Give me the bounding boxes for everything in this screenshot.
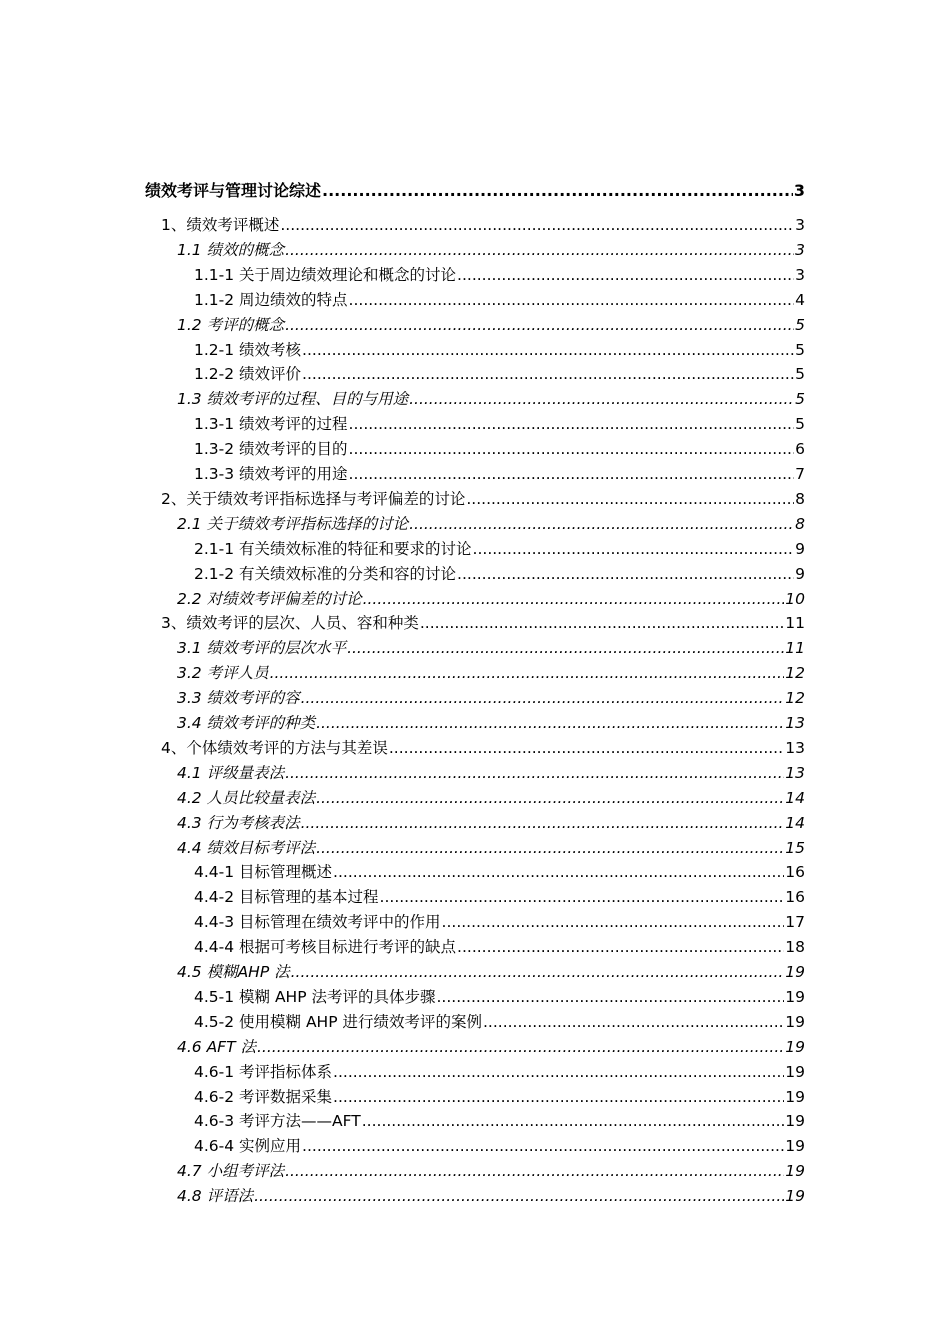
- toc-dot-leader: [291, 962, 785, 982]
- toc-entry-title: 1.3-1 绩效考评的过程: [194, 415, 348, 434]
- toc-dot-leader: [316, 788, 784, 808]
- toc-entry[interactable]: [145, 181, 805, 201]
- toc-entry[interactable]: [177, 713, 805, 733]
- toc-entry[interactable]: [177, 240, 805, 260]
- toc-page-number: 16: [785, 888, 805, 907]
- toc-entry-title: 4.7 小组考评法: [177, 1162, 285, 1181]
- toc-page-number: 11: [785, 639, 805, 658]
- toc-dot-leader: [457, 937, 784, 957]
- toc-dot-leader: [409, 389, 794, 409]
- toc-entry-title: 4.5-1 模糊 AHP 法考评的具体步骤: [194, 987, 436, 1006]
- toc-page-number: 19: [785, 987, 805, 1006]
- toc-entry-title: 4.4-2 目标管理的基本过程: [194, 888, 379, 907]
- toc-entry-title: 4.1 评级量表法: [177, 763, 285, 782]
- toc-page-number: 13: [785, 738, 805, 757]
- toc-page-number: 3: [795, 216, 805, 234]
- toc-entry-title: 4.6-4 实例应用: [194, 1137, 302, 1156]
- toc-dot-leader: [316, 838, 784, 858]
- toc-page-number: 5: [795, 315, 805, 334]
- toc-dot-leader: [285, 763, 784, 783]
- toc-entry[interactable]: [161, 738, 805, 758]
- toc-entry-title: 4.4-4 根据可考核目标进行考评的缺点: [194, 938, 457, 957]
- toc-dot-leader: [483, 1012, 784, 1032]
- toc-entry[interactable]: [194, 439, 805, 459]
- toc-entry[interactable]: [194, 290, 805, 310]
- toc-page-number: 19: [785, 1187, 805, 1206]
- toc-dot-leader: [420, 613, 784, 633]
- toc-entry[interactable]: [177, 838, 805, 858]
- toc-entry-title: 3.2 考评人员: [177, 664, 269, 683]
- toc-entry-title: 4.4 绩效目标考评法: [177, 838, 316, 857]
- toc-entry[interactable]: [177, 389, 805, 409]
- toc-entry-title: 3、绩效考评的层次、人员、容和种类: [161, 614, 419, 633]
- toc-page-number: 4: [795, 290, 805, 309]
- toc-entry[interactable]: [177, 813, 805, 833]
- toc-dot-leader: [473, 539, 795, 559]
- toc-dot-leader: [363, 589, 785, 609]
- toc-entry-title: 1.3-2 绩效考评的目的: [194, 440, 348, 459]
- toc-dot-leader: [380, 887, 785, 907]
- toc-entry-title: 1.1 绩效的概念: [177, 240, 285, 259]
- toc-page-number: 19: [785, 1087, 805, 1106]
- toc-dot-leader: [280, 215, 794, 235]
- toc-entry[interactable]: [177, 663, 805, 683]
- toc-page-number: 3: [795, 240, 805, 259]
- toc-page-number: 19: [785, 1162, 805, 1181]
- toc-entry-title: 4.6-1 考评指标体系: [194, 1062, 333, 1081]
- toc-dot-leader: [466, 489, 794, 509]
- toc-page-number: 19: [785, 1137, 805, 1156]
- toc-entry[interactable]: [194, 364, 805, 384]
- toc-entry-title: 4、个体绩效考评的方法与其差误: [161, 738, 388, 757]
- toc-page-number: 19: [785, 1012, 805, 1031]
- toc-entry-title: 4.6-3 考评方法——AFT: [194, 1112, 361, 1131]
- toc-page-number: 12: [785, 664, 805, 683]
- toc-entry[interactable]: [161, 489, 805, 509]
- toc-entry[interactable]: [194, 937, 805, 957]
- toc-dot-leader: [254, 1186, 784, 1206]
- toc-entry-title: 2.2 对绩效考评偏差的讨论: [177, 589, 362, 608]
- toc-page-number: 13: [785, 714, 805, 732]
- toc-page-number: 5: [795, 340, 805, 359]
- toc-entry-title: 1.2 考评的概念: [177, 315, 285, 334]
- toc-entry-title: 2.1-1 有关绩效标准的特征和要求的讨论: [194, 539, 472, 558]
- toc-entry[interactable]: [194, 1087, 805, 1107]
- toc-entry[interactable]: [177, 1186, 805, 1206]
- toc-entry[interactable]: [177, 962, 805, 982]
- toc-dot-leader: [301, 688, 785, 708]
- toc-entry[interactable]: [194, 1111, 805, 1131]
- toc-entry-title: 4.5 模糊AHP 法: [177, 963, 290, 981]
- toc-dot-leader: [322, 181, 793, 201]
- toc-page-number: 11: [785, 614, 805, 633]
- toc-dot-leader: [349, 290, 795, 310]
- toc-entry-title: 1.2-1 绩效考核: [194, 340, 302, 359]
- toc-entry[interactable]: [177, 1037, 805, 1057]
- toc-page-number: 8: [795, 489, 805, 508]
- toc-page-number: 19: [785, 1112, 805, 1131]
- toc-entry-title: 2.1-2 有关绩效标准的分类和容的讨论: [194, 564, 457, 583]
- toc-entry[interactable]: [194, 1062, 805, 1082]
- toc-page-number: 19: [785, 963, 805, 981]
- toc-page-number: 14: [785, 788, 805, 807]
- toc-entry[interactable]: [194, 862, 805, 882]
- toc-dot-leader: [270, 663, 785, 683]
- toc-entry[interactable]: [194, 265, 805, 285]
- toc-dot-leader: [302, 1136, 784, 1156]
- toc-entry[interactable]: [194, 414, 805, 434]
- toc-dot-leader: [349, 464, 795, 484]
- toc-entry[interactable]: [194, 539, 805, 559]
- toc-entry-title: 4.6-2 考评数据采集: [194, 1087, 333, 1106]
- toc-page-number: 3: [795, 265, 805, 284]
- toc-dot-leader: [349, 439, 795, 459]
- toc-entry-title: 3.3 绩效考评的容: [177, 689, 300, 708]
- toc-entry-title: 4.4-1 目标管理概述: [194, 863, 333, 882]
- toc-entry-title: 1.1-2 周边绩效的特点: [194, 290, 348, 309]
- toc-dot-leader: [333, 1087, 784, 1107]
- toc-dot-leader: [333, 1062, 784, 1082]
- toc-dot-leader: [457, 564, 794, 584]
- toc-entry[interactable]: [194, 340, 805, 360]
- toc-page-number: 12: [785, 689, 805, 708]
- toc-dot-leader: [362, 1111, 785, 1131]
- toc-dot-leader: [302, 364, 794, 384]
- toc-dot-leader: [349, 414, 795, 434]
- toc-dot-leader: [389, 738, 784, 758]
- toc-entry-title: 1.2-2 绩效评价: [194, 365, 302, 384]
- toc-entry-title: 绩效考评与管理讨论综述: [145, 181, 322, 200]
- toc-page-number: 7: [795, 465, 805, 483]
- toc-entry-title: 1.3 绩效考评的过程、目的与用途: [177, 390, 409, 409]
- toc-page-number: 8: [795, 514, 805, 533]
- toc-dot-leader: [302, 340, 794, 360]
- toc-page-number: 5: [795, 365, 805, 384]
- toc-entry[interactable]: [194, 1136, 805, 1156]
- toc-page-number: 3: [793, 181, 805, 200]
- toc-entry-title: 4.8 评语法: [177, 1187, 254, 1206]
- toc-dot-leader: [442, 912, 785, 932]
- toc-page-number: 19: [785, 1062, 805, 1081]
- toc-entry[interactable]: [194, 464, 805, 484]
- toc-entry[interactable]: [194, 1012, 805, 1032]
- toc-entry-title: 1、绩效考评概述: [161, 216, 280, 234]
- toc-page-number: 15: [785, 838, 805, 857]
- toc-page-number: 16: [785, 863, 805, 882]
- toc-entry-title: 4.4-3 目标管理在绩效考评中的作用: [194, 913, 441, 932]
- toc-entry-title: 1.3-3 绩效考评的用途: [194, 465, 348, 483]
- toc-page-number: 9: [795, 564, 805, 583]
- toc-entry-title: 4.2 人员比较量表法: [177, 788, 316, 807]
- toc-page-number: 6: [795, 440, 805, 459]
- toc-page-number: 18: [785, 938, 805, 957]
- toc-entry-title: 4.5-2 使用模糊 AHP 进行绩效考评的案例: [194, 1012, 482, 1031]
- toc-page-number: 13: [785, 763, 805, 782]
- toc-entry[interactable]: [177, 638, 805, 658]
- toc-dot-leader: [301, 813, 785, 833]
- toc-entry-title: 1.1-1 关于周边绩效理论和概念的讨论: [194, 265, 457, 284]
- toc-page-number: 5: [795, 390, 805, 409]
- toc-entry[interactable]: [161, 613, 805, 633]
- toc-dot-leader: [285, 1161, 784, 1181]
- toc-entry[interactable]: [194, 887, 805, 907]
- toc-entry[interactable]: [194, 564, 805, 584]
- toc-dot-leader: [333, 862, 784, 882]
- toc-page-number: 19: [785, 1037, 805, 1056]
- toc-entry-title: 4.6 AFT 法: [177, 1037, 256, 1056]
- toc-page-number: 14: [785, 813, 805, 832]
- toc-dot-leader: [285, 240, 794, 260]
- toc-page-number: 9: [795, 539, 805, 558]
- toc-dot-leader: [347, 638, 784, 658]
- toc-entry[interactable]: [177, 589, 805, 609]
- toc-dot-leader: [285, 315, 794, 335]
- toc-entry[interactable]: [177, 315, 805, 335]
- toc-entry[interactable]: [161, 215, 805, 235]
- toc-entry-title: 3.4 绩效考评的种类: [177, 714, 316, 732]
- toc-dot-leader: [257, 1037, 784, 1057]
- toc-page-number: 10: [785, 589, 805, 608]
- toc-entry[interactable]: [177, 514, 805, 534]
- toc-entry-title: 4.3 行为考核表法: [177, 813, 300, 832]
- toc-entry[interactable]: [177, 688, 805, 708]
- toc-page-number: 5: [795, 415, 805, 434]
- toc-dot-leader: [437, 987, 785, 1007]
- toc-entry[interactable]: [194, 912, 805, 932]
- toc-entry[interactable]: [177, 1161, 805, 1181]
- toc-dot-leader: [409, 514, 794, 534]
- toc-entry[interactable]: [177, 763, 805, 783]
- toc-entry[interactable]: [194, 987, 805, 1007]
- toc-dot-leader: [316, 713, 784, 733]
- toc-entry[interactable]: [177, 788, 805, 808]
- toc-entry-title: 3.1 绩效考评的层次水平: [177, 639, 347, 658]
- toc-entry-title: 2.1 关于绩效考评指标选择的讨论: [177, 514, 409, 533]
- toc-entry-title: 2、关于绩效考评指标选择与考评偏差的讨论: [161, 489, 466, 508]
- toc-dot-leader: [457, 265, 794, 285]
- toc-page-number: 17: [785, 913, 805, 932]
